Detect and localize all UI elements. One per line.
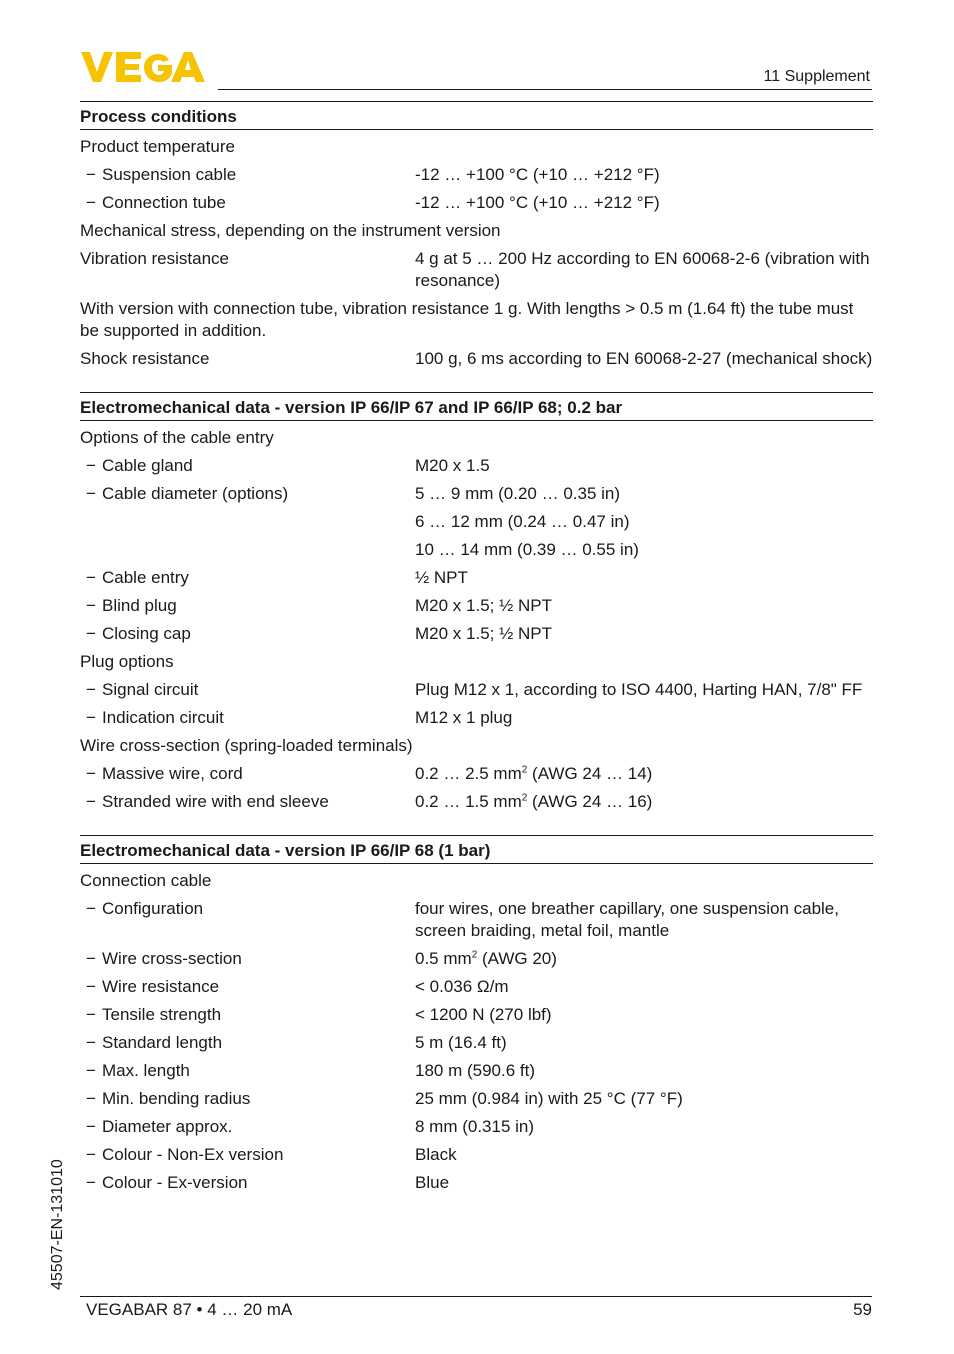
spec-label [80,192,415,214]
spec-row [80,970,873,998]
spec-label-text: Diameter approx. [102,1117,233,1136]
spec-value [415,539,873,561]
spec-label [80,298,873,342]
spec-row [80,757,873,785]
spec-row [80,242,873,292]
spec-label [80,1172,415,1194]
spec-row [80,942,873,970]
spec-label [80,1004,415,1026]
superscript: 2 [471,949,478,961]
spec-value [415,567,873,589]
spec-label [80,483,415,505]
spec-section [80,835,873,1194]
spec-label [80,511,415,533]
spec-value-text: Plug M12 x 1, according to ISO 4400, Harting HAN, 7/8" FF [415,680,863,699]
section-title: Electromechanical data - version IP 66/IP 67 and IP 66/IP 68; 0.2 bar [80,392,873,421]
spec-value-tail: (AWG 20) [477,949,557,968]
spec-value-text: Black [415,1145,457,1164]
spec-row [80,342,873,370]
spec-row [80,701,873,729]
spec-label-text: Connection cable [80,871,212,890]
spec-content [80,101,873,1216]
spec-label-text: Options of the cable entry [80,428,274,447]
spec-label-text: Tensile strength [102,1005,222,1024]
spec-label [80,348,415,370]
spec-section [80,392,873,813]
spec-row [80,158,873,186]
spec-value [415,763,873,785]
spec-value-text: ½ NPT [415,568,468,587]
spec-label [80,1032,415,1054]
spec-label-text: Stranded wire with end sleeve [102,792,329,811]
spec-label-text: Cable gland [102,456,193,475]
spec-value [415,1004,873,1026]
spec-value [415,483,873,505]
spec-label-text: Wire cross-section [102,949,242,968]
spec-label [80,1088,415,1110]
spec-value [415,164,873,186]
spec-label-text: Indication circuit [102,708,224,727]
spec-value-text: < 1200 N (270 lbf) [415,1005,552,1024]
spec-value [415,511,873,533]
spec-value [415,976,873,998]
spec-label [80,651,873,673]
spec-row [80,477,873,505]
spec-value-text: 100 g, 6 ms according to EN 60068-2-27 (mechanical shock) [415,349,873,368]
spec-value [415,192,873,214]
spec-label [80,870,873,892]
header-rule [218,89,872,90]
spec-label [80,220,873,242]
spec-value [415,1088,873,1110]
spec-value-text: -12 … +100 °C (+10 … +212 °F) [415,165,660,184]
spec-value-text: M20 x 1.5; ½ NPT [415,624,552,643]
spec-label-text: Colour - Non-Ex version [102,1145,284,1164]
spec-label-text: With version with connection tube, vibration resistance 1 g. With lengths > 0.5 m (1.64 ft) the tube must be supported in addition. [80,299,854,340]
spec-row [80,998,873,1026]
spec-value-text: M20 x 1.5; ½ NPT [415,596,552,615]
spec-value-text: 5 m (16.4 ft) [415,1033,507,1052]
spec-label [80,735,873,757]
spec-row [80,892,873,942]
spec-row [80,292,873,342]
spec-value-text: 180 m (590.6 ft) [415,1061,536,1080]
spec-row [80,1138,873,1166]
spec-label [80,679,415,701]
spec-label [80,164,415,186]
spec-value-text: -12 … +100 °C (+10 … +212 °F) [415,193,660,212]
spec-label [80,427,873,449]
spec-label [80,948,415,970]
spec-label-text: Suspension cable [102,165,237,184]
spec-label [80,595,415,617]
spec-value [415,948,873,970]
spec-row [80,617,873,645]
spec-label-text: Plug options [80,652,174,671]
spec-value-text: < 0.036 Ω/m [415,977,509,996]
spec-label [80,539,415,561]
superscript: 2 [521,792,528,804]
superscript: 2 [521,764,528,776]
spec-section [80,101,873,370]
spec-label-text: Min. bending radius [102,1089,251,1108]
spec-label [80,567,415,589]
spec-label-text: Standard length [102,1033,223,1052]
spec-label-text: Cable diameter (options) [102,484,289,503]
spec-row [80,864,873,892]
spec-value [415,707,873,729]
spec-value [415,623,873,645]
spec-label-text: Product temperature [80,137,235,156]
spec-row [80,505,873,533]
document-code: 45507-EN-131010 [49,1159,66,1290]
spec-label [80,898,415,942]
spec-value [415,1060,873,1082]
spec-label-text: Cable entry [102,568,189,587]
spec-value-text: 10 … 14 mm (0.39 … 0.55 in) [415,540,639,559]
spec-value-tail: (AWG 24 … 16) [527,792,653,811]
spec-label-text: Colour - Ex-version [102,1173,248,1192]
spec-row [80,1054,873,1082]
spec-row [80,1110,873,1138]
spec-row [80,533,873,561]
spec-value [415,455,873,477]
spec-row [80,1026,873,1054]
spec-row [80,449,873,477]
spec-row [80,186,873,214]
spec-row [80,589,873,617]
spec-row [80,673,873,701]
spec-label-text: Mechanical stress, depending on the instrument version [80,221,501,240]
spec-row [80,214,873,242]
spec-value [415,348,873,370]
spec-row [80,1166,873,1194]
spec-value-text: 25 mm (0.984 in) with 25 °C (77 °F) [415,1089,683,1108]
spec-label [80,248,415,292]
page-number: 59 [853,1300,872,1319]
spec-value [415,898,873,942]
spec-value-text: 8 mm (0.315 in) [415,1117,535,1136]
footer-rule [80,1296,872,1297]
spec-value [415,1172,873,1194]
spec-value-text: Blue [415,1173,450,1192]
spec-row [80,729,873,757]
spec-label [80,455,415,477]
spec-label [80,976,415,998]
spec-row [80,561,873,589]
spec-label-text: Vibration resistance [80,249,229,268]
spec-value [415,1144,873,1166]
spec-value-text: four wires, one breather capillary, one suspension cable, screen braiding, metal foil, mantle [415,899,839,940]
spec-label-text: Closing cap [102,624,191,643]
spec-label-text: Max. length [102,1061,190,1080]
spec-label-text: Signal circuit [102,680,199,699]
spec-value-text: 0.5 mm [415,949,472,968]
spec-value-text: 0.2 … 2.5 mm [415,764,522,783]
spec-value [415,791,873,813]
spec-label [80,623,415,645]
spec-label [80,1116,415,1138]
spec-value [415,248,873,292]
spec-value-text: 6 … 12 mm (0.24 … 0.47 in) [415,512,630,531]
spec-label-text: Configuration [102,899,204,918]
spec-row [80,1082,873,1110]
spec-value-text: 4 g at 5 … 200 Hz according to EN 60068-2-6 (vibration with resonance) [415,249,870,290]
spec-value-text: M20 x 1.5 [415,456,490,475]
spec-label-text: Blind plug [102,596,177,615]
spec-value-text: 5 … 9 mm (0.20 … 0.35 in) [415,484,621,503]
section-title: Electromechanical data - version IP 66/IP 68 (1 bar) [80,835,873,864]
section-title: Process conditions [80,101,873,130]
spec-value [415,1032,873,1054]
spec-label-text: Shock resistance [80,349,210,368]
spec-label [80,1060,415,1082]
spec-row [80,645,873,673]
spec-row [80,421,873,449]
spec-label [80,1144,415,1166]
spec-value-text: M12 x 1 plug [415,708,513,727]
spec-label-text: Connection tube [102,193,226,212]
spec-value [415,679,873,701]
spec-label-text: Massive wire, cord [102,764,243,783]
spec-value-tail: (AWG 24 … 14) [527,764,653,783]
spec-label [80,791,415,813]
spec-label [80,707,415,729]
spec-row [80,785,873,813]
spec-row [80,130,873,158]
spec-label-text: Wire resistance [102,977,220,996]
spec-value-text: 0.2 … 1.5 mm [415,792,522,811]
vega-logo [81,50,211,84]
spec-value [415,1116,873,1138]
spec-label [80,136,873,158]
spec-value [415,595,873,617]
section-label: 11 Supplement [763,68,870,85]
spec-label-text: Wire cross-section (spring-loaded terminals) [80,736,413,755]
spec-label [80,763,415,785]
footer-product: VEGABAR 87 • 4 … 20 mA [86,1300,293,1319]
